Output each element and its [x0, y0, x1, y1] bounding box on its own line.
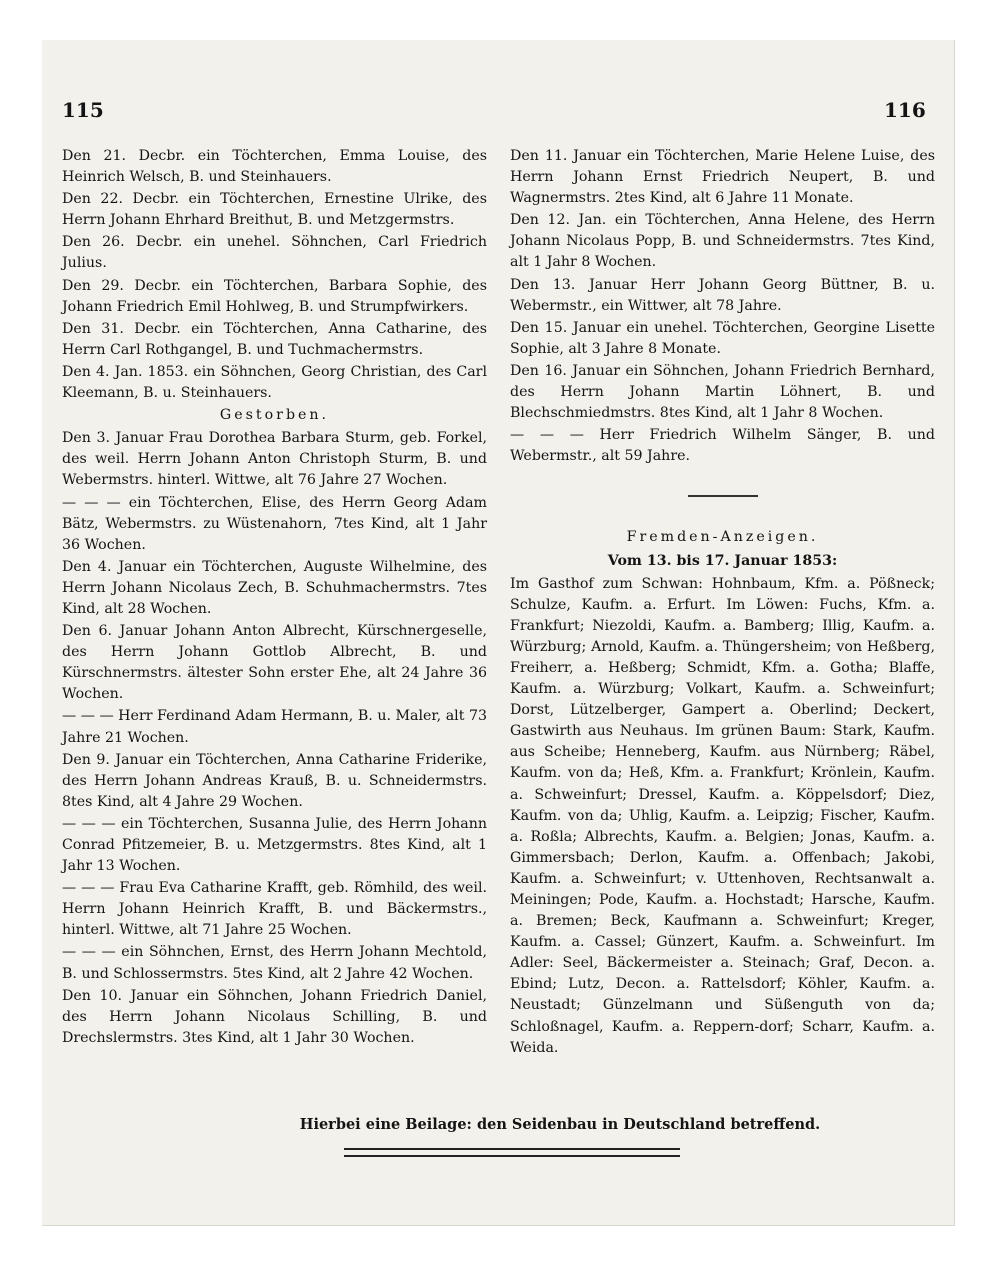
double-rule-divider	[344, 1148, 680, 1157]
death-entry: Den 15. Januar ein unehel. Töchterchen, Georgine Lisette Sophie, alt 3 Jahre 8 Monate.	[510, 319, 935, 357]
death-entry: — — — ein Töchterchen, Susanna Julie, des Herrn Johann Conrad Pfitzemeier, B. u. Metzgermstrs. 8tes Kind, alt 1 Jahr 13 Wochen.	[62, 815, 487, 875]
section-heading-strangers: Fremden-Anzeigen.	[626, 529, 819, 546]
death-entry: Den 11. Januar ein Töchterchen, Marie Helene Luise, des Herrn Johann Ernst Friedrich Neupert, B. und Wagnermstrs. 2tes Kind, alt 6 Jahre 11 Monate.	[510, 148, 935, 207]
death-entry: — — — Herr Friedrich Wilhelm Sänger, B. und Webermstr., alt 59 Jahre.	[510, 427, 935, 465]
birth-entry: Den 29. Decbr. ein Töchterchen, Barbara Sophie, des Johann Friedrich Emil Hohlweg, B. und Strumpfwirkers.	[62, 277, 487, 315]
birth-entry: Den 4. Jan. 1853. ein Söhnchen, Georg Christian, des Carl Kleemann, B. u. Steinhauers.	[62, 363, 487, 402]
date-range-heading: Vom 13. bis 17. Januar 1853:	[607, 552, 838, 569]
left-column	[62, 146, 487, 1050]
section-divider	[688, 495, 758, 497]
death-entry: Den 16. Januar ein Söhnchen, Johann Friedrich Bernhard, des Herrn Johann Martin Löhnert, B. und Blechschmiedmstrs. 8tes Kind, alt 1 Jahr 8 Wochen.	[510, 362, 935, 422]
death-entry: Den 3. Januar Frau Dorothea Barbara Sturm, geb. Forkel, des weil. Herrn Johann Anton Christoph Sturm, B. und Webermstrs. hinterl. Wittwe, alt 76 Jahre 27 Wochen.	[62, 430, 487, 489]
death-entry: Den 9. Januar ein Töchterchen, Anna Catharine Friderike, des Herrn Johann Andreas Krauß, B. u. Schneidermstrs. 8tes Kind, alt 4 Jahre 29 Wochen.	[62, 751, 487, 810]
death-entry: Den 13. Januar Herr Johann Georg Büttner, B. u. Webermstr., ein Wittwer, alt 78 Jahre.	[510, 276, 935, 314]
death-entry: Den 10. Januar ein Söhnchen, Johann Friedrich Daniel, des Herrn Johann Nicolaus Schilling, B. und Drechslermstrs. 3tes Kind, alt 1 Jahr 30 Wochen.	[62, 987, 487, 1046]
birth-entry: Den 21. Decbr. ein Töchterchen, Emma Louise, des Heinrich Welsch, B. und Steinhauers.	[62, 148, 487, 186]
strangers-list-text: Im Gasthof zum Schwan: Hohnbaum, Kfm. a. Pößneck; Schulze, Kaufm. a. Erfurt. Im Löwen: Fuchs, Kfm. a. Frankfurt; Niezoldi, Kaufm. a. Bamberg; Illig, Kaufm. a. Würzburg; Arnold, Kaufm. a. Thüngersheim; von Heßberg, Freiherr, a. Heßberg; Schmidt, Kfm. a. Gotha; Blaffe, Kaufm. a. Würzburg; Volkart, Kaufm. a. Schweinfurt; Dorst, Lützelberger, Gampert a. Oberlind; Deckert, Gastwirth aus Neuhaus. Im grünen Baum: Stark, Kaufm. aus Scheibe; Henneberg, Kaufm. aus Nürnberg; Räbel, Kaufm. von da; Heß, Kfm. a. Frankfurt; Krönlein, Kaufm. a. Schweinfurt; Dressel, Kaufm. a. Köppelsdorf; Diez, Kaufm. von da; Uhlig, Kaufm. a. Leipzig; Fischer, Kaufm. a. Roßla; Albrechts, Kaufm. a. Belgien; Jonas, Kaufm. a. Gimmersbach; Derlon, Kaufm. a. Offenbach; Jakobi, Kaufm. a. Schweinfurt; v. Uttenhoven, Rechtsanwalt a. Meiningen; Pode, Kaufm. a. Hochstadt; Harsche, Kaufm. a. Bremen; Beck, Kaufmann a. Schweinfurt; Kreger, Kaufm. a. Cassel; Günzert, Kaufm. a. Schweinfurt. Im Adler: Seel, Bäckermeister a. Steinach; Graf, Decon. a. Ebind; Lutz, Decon. a. Rattelsdorf; Köhler, Kaufm. a. Neustadt; Günzelmann und Süßenguth von da; Schloßnagel, Kaufm. a. Reppern-dorf; Scharr, Kaufm. a. Weida.	[510, 575, 935, 1056]
death-entry: Den 12. Jan. ein Töchterchen, Anna Helene, des Herrn Johann Nicolaus Popp, B. und Schneidermstrs. 7tes Kind, alt 1 Jahr 8 Wochen.	[510, 212, 935, 271]
birth-entry: Den 22. Decbr. ein Töchterchen, Ernestine Ulrike, des Herrn Johann Ehrhard Breithut, B. und Metzgermstrs.	[62, 191, 487, 229]
death-entry: — — — Herr Ferdinand Adam Hermann, B. u. Maler, alt 73 Jahre 21 Wochen.	[62, 708, 487, 746]
death-entry: — — — ein Söhnchen, Ernst, des Herrn Johann Mechtold, B. und Schlossermstrs. 5tes Kind, alt 2 Jahre 42 Wochen.	[62, 944, 487, 982]
right-column	[510, 146, 935, 1060]
death-entry: Den 4. Januar ein Töchterchen, Auguste Wilhelmine, des Herrn Johann Nicolaus Zech, B. Schuhmachermstrs. 7tes Kind, alt 28 Wochen.	[62, 558, 487, 617]
death-entry: — — — ein Töchterchen, Elise, des Herrn Georg Adam Bätz, Webermstrs. zu Wüstenahorn, 7tes Kind, alt 1 Jahr 36 Wochen.	[62, 494, 487, 553]
death-entry: Den 6. Januar Johann Anton Albrecht, Kürschnergeselle, des Herrn Johann Gottlob Albrecht, B. und Kürschnermstrs. ältester Sohn erster Ehe, alt 24 Jahre 36 Wochen.	[62, 623, 487, 703]
section-heading-deaths: Gestorben.	[219, 407, 330, 424]
page-number-left: 115	[62, 98, 104, 122]
birth-entry: Den 26. Decbr. ein unehel. Söhnchen, Carl Friedrich Julius.	[62, 234, 487, 272]
page-number-right: 116	[884, 98, 926, 122]
death-entry: — — — Frau Eva Catharine Krafft, geb. Römhild, des weil. Herrn Johann Heinrich Krafft, B. und Bäckermstrs., hinterl. Wittwe, alt 71 Jahre 25 Wochen.	[62, 880, 487, 939]
supplement-notice: Hierbei eine Beilage: den Seidenbau in Deutschland betreffend.	[299, 1116, 821, 1133]
birth-entry: Den 31. Decbr. ein Töchterchen, Anna Catharine, des Herrn Carl Rothgangel, B. und Tuchmachermstrs.	[62, 320, 487, 358]
